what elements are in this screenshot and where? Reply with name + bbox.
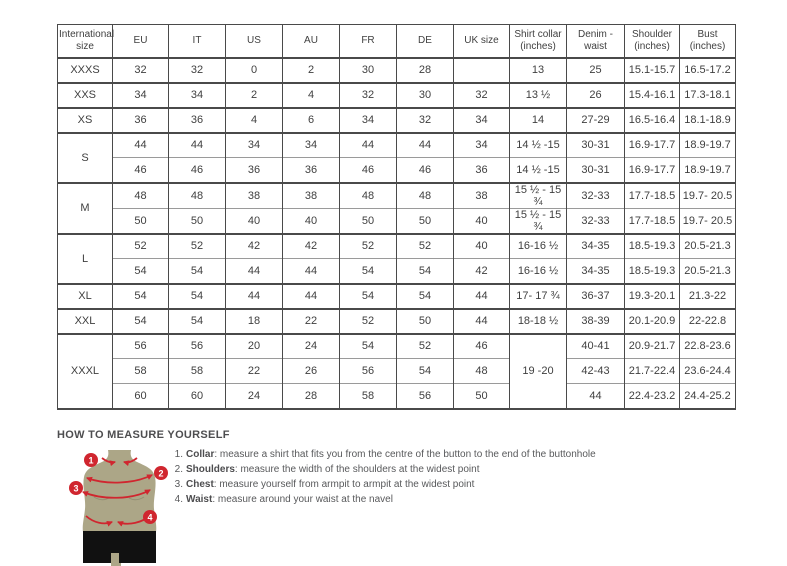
table-cell: 14 ½ -15 [510,158,567,183]
table-cell: 30 [340,58,397,83]
table-cell: 58 [113,359,169,384]
table-row [58,58,736,83]
table-cell: 4 [283,83,340,108]
table-cell: 34 [226,133,283,158]
table-row [58,183,736,209]
table-cell: 16.9-17.7 [625,133,680,158]
table-cell: 44 [454,309,510,334]
table-cell: 16.5-16.4 [625,108,680,133]
table-cell: 50 [169,208,226,234]
table-cell: 50 [397,208,454,234]
table-row [58,309,736,334]
table-cell: 36 [169,108,226,133]
table-cell: 56 [397,384,454,409]
table-cell: 40 [226,208,283,234]
table-cell: 32-33 [567,208,625,234]
table-cell: 44 [113,133,169,158]
table-cell: 32 [340,83,397,108]
table-cell: 25 [567,58,625,83]
instruction-text: : measure a shirt that fits you from the centre of the button to the end of the buttonhole [214,449,596,460]
table-row [58,284,736,309]
table-cell: 2 [283,58,340,83]
figure-marker [69,481,83,495]
table-cell: 26 [283,359,340,384]
size-cell: M [58,183,113,234]
table-cell: 13 ½ [510,83,567,108]
table-cell: 0 [226,58,283,83]
table-cell: 24 [226,384,283,409]
instruction-number: 4. [174,494,183,505]
mannequin-svg [58,447,178,566]
instruction-text: : measure the width of the shoulders at the widest point [234,464,480,475]
column-header: IT [169,25,226,58]
instruction-label: Collar [186,449,215,460]
svg-text:1: 1 [88,455,94,466]
table-cell: 44 [226,259,283,284]
table-cell: 19 -20 [510,334,567,409]
table-cell: 46 [454,334,510,359]
table-cell: 22 [226,359,283,384]
column-header: Shirt collar (inches) [510,25,567,58]
size-cell: XS [58,108,113,133]
table-cell: 4 [226,108,283,133]
table-cell: 40-41 [567,334,625,359]
table-row [58,158,736,183]
table-cell: 44 [283,259,340,284]
table-cell: 54 [169,284,226,309]
table-cell: 44 [397,133,454,158]
table-cell: 20.5-21.3 [680,234,736,259]
table-cell: 54 [169,259,226,284]
table-cell: 15.1-15.7 [625,58,680,83]
instruction-text: : measure around your waist at the navel [212,494,393,505]
table-cell: 6 [283,108,340,133]
table-cell: 20.9-21.7 [625,334,680,359]
table-cell: 46 [340,158,397,183]
table-cell: 54 [340,259,397,284]
svg-text:4: 4 [147,512,153,523]
table-cell: 52 [113,234,169,259]
measure-instruction [172,464,596,479]
figure-marker [143,510,157,524]
figure-marker [154,466,168,480]
table-cell: 34-35 [567,234,625,259]
table-cell: 23.6-24.4 [680,359,736,384]
table-cell: 38-39 [567,309,625,334]
table-cell: 30-31 [567,158,625,183]
table-row [58,334,736,359]
table-cell: 15 ½ - 15 ¾ [510,208,567,234]
table-cell: 40 [454,208,510,234]
instruction-label: Shoulders [186,464,235,475]
table-cell: 16.9-17.7 [625,158,680,183]
table-row [58,234,736,259]
table-cell: 46 [169,158,226,183]
table-cell: 18.9-19.7 [680,133,736,158]
table-cell: 44 [340,133,397,158]
table-cell: 56 [340,359,397,384]
table-cell: 54 [340,334,397,359]
table-cell: 60 [113,384,169,409]
table-cell: 32 [397,108,454,133]
table-cell: 44 [169,133,226,158]
table-row [58,108,736,133]
table-cell: 46 [113,158,169,183]
size-table-header [58,25,736,58]
table-cell: 24 [283,334,340,359]
table-cell: 32 [169,58,226,83]
table-cell: 44 [567,384,625,409]
table-cell: 21.3-22 [680,284,736,309]
figure-marker [84,453,98,467]
table-cell: 50 [454,384,510,409]
table-cell: 32 [113,58,169,83]
svg-text:3: 3 [73,483,79,494]
table-row [58,208,736,234]
table-cell: 36 [283,158,340,183]
table-cell: 34 [283,133,340,158]
table-cell: 54 [169,309,226,334]
instruction-label: Waist [186,494,213,505]
table-cell: 52 [169,234,226,259]
table-row [58,133,736,158]
table-cell: 54 [397,284,454,309]
header-row [58,25,736,58]
table-cell: 44 [454,284,510,309]
table-cell: 48 [113,183,169,209]
table-cell: 56 [169,334,226,359]
table-cell: 17.3-18.1 [680,83,736,108]
svg-text:2: 2 [158,468,164,479]
table-cell: 22.4-23.2 [625,384,680,409]
size-cell: XXXS [58,58,113,83]
table-cell: 22-22.8 [680,309,736,334]
column-header: US [226,25,283,58]
table-cell: 50 [340,208,397,234]
column-header: DE [397,25,454,58]
table-cell: 52 [340,234,397,259]
table-cell: 38 [226,183,283,209]
table-cell: 54 [113,284,169,309]
table-cell: 19.7- 20.5 [680,183,736,209]
table-cell: 36 [113,108,169,133]
table-row [58,259,736,284]
table-cell: 14 [510,108,567,133]
table-cell: 42 [454,259,510,284]
column-header: UK size [454,25,510,58]
table-row [58,83,736,108]
table-cell: 48 [340,183,397,209]
table-cell: 44 [226,284,283,309]
table-cell: 34 [169,83,226,108]
table-cell: 18 [226,309,283,334]
column-header: Bust (inches) [680,25,736,58]
instruction-number: 1. [174,449,183,460]
table-cell: 54 [397,259,454,284]
table-cell: 34-35 [567,259,625,284]
table-cell: 20 [226,334,283,359]
table-cell: 19.3-20.1 [625,284,680,309]
shorts-shape [83,531,156,563]
table-cell: 13 [510,58,567,83]
table-cell: 28 [397,58,454,83]
table-cell: 50 [113,208,169,234]
table-cell: 32-33 [567,183,625,209]
size-table-body [58,58,736,409]
table-cell: 34 [340,108,397,133]
table-cell: 2 [226,83,283,108]
table-cell: 50 [397,309,454,334]
table-cell: 16-16 ½ [510,259,567,284]
table-cell: 34 [454,108,510,133]
table-row [58,384,736,409]
table-cell: 60 [169,384,226,409]
table-cell: 36-37 [567,284,625,309]
table-cell: 20.5-21.3 [680,259,736,284]
column-header: Denim - waist [567,25,625,58]
table-cell: 42 [226,234,283,259]
table-cell: 17- 17 ¾ [510,284,567,309]
table-cell: 17.7-18.5 [625,183,680,209]
column-header: EU [113,25,169,58]
table-cell: 22 [283,309,340,334]
table-cell: 58 [340,384,397,409]
column-header: International size [58,25,113,58]
table-cell: 38 [454,183,510,209]
table-cell: 38 [283,183,340,209]
table-cell [454,58,510,83]
table-cell: 18.9-19.7 [680,158,736,183]
size-cell: XXS [58,83,113,108]
table-cell: 54 [340,284,397,309]
size-cell: S [58,133,113,183]
table-cell: 16-16 ½ [510,234,567,259]
measure-instruction [172,479,596,494]
size-cell: XXL [58,309,113,334]
table-cell: 40 [454,234,510,259]
table-cell: 18-18 ½ [510,309,567,334]
table-cell: 46 [397,158,454,183]
table-cell: 14 ½ -15 [510,133,567,158]
table-cell: 48 [169,183,226,209]
table-cell: 22.8-23.6 [680,334,736,359]
table-cell: 48 [397,183,454,209]
instruction-text: : measure yourself from armpit to armpit at the widest point [213,479,475,490]
size-cell: XXXL [58,334,113,409]
instruction-number: 3. [174,479,183,490]
table-cell: 20.1-20.9 [625,309,680,334]
column-header: FR [340,25,397,58]
size-table [57,24,736,410]
neck-shape [104,450,135,461]
table-cell: 27-29 [567,108,625,133]
instruction-number: 2. [174,464,183,475]
table-cell: 58 [169,359,226,384]
measure-instruction [172,494,596,509]
table-cell: 52 [397,334,454,359]
measure-instructions [172,449,596,509]
table-cell: 48 [454,359,510,384]
table-cell: 42-43 [567,359,625,384]
table-cell: 30-31 [567,133,625,158]
table-cell: 26 [567,83,625,108]
table-row [58,359,736,384]
table-cell: 32 [454,83,510,108]
table-cell: 15 ½ - 15 ¾ [510,183,567,209]
table-cell: 16.5-17.2 [680,58,736,83]
table-cell: 21.7-22.4 [625,359,680,384]
table-cell: 24.4-25.2 [680,384,736,409]
measure-instruction [172,449,596,464]
table-cell: 17.7-18.5 [625,208,680,234]
table-cell: 56 [113,334,169,359]
table-cell: 18.5-19.3 [625,259,680,284]
table-cell: 15.4-16.1 [625,83,680,108]
table-cell: 54 [397,359,454,384]
table-cell: 34 [454,133,510,158]
column-header: Shoulder (inches) [625,25,680,58]
instruction-label: Chest [186,479,214,490]
table-cell: 54 [113,259,169,284]
mannequin-figure [58,447,178,566]
table-cell: 52 [397,234,454,259]
table-cell: 18.1-18.9 [680,108,736,133]
table-cell: 52 [340,309,397,334]
size-cell: L [58,234,113,284]
how-to-measure-heading: HOW TO MEASURE YOURSELF [57,429,230,441]
table-cell: 18.5-19.3 [625,234,680,259]
table-cell: 30 [397,83,454,108]
table-cell: 42 [283,234,340,259]
size-cell: XL [58,284,113,309]
table-cell: 36 [454,158,510,183]
table-cell: 28 [283,384,340,409]
table-cell: 44 [283,284,340,309]
table-cell: 19.7- 20.5 [680,208,736,234]
table-cell: 54 [113,309,169,334]
table-cell: 36 [226,158,283,183]
table-cell: 40 [283,208,340,234]
table-cell: 34 [113,83,169,108]
column-header: AU [283,25,340,58]
